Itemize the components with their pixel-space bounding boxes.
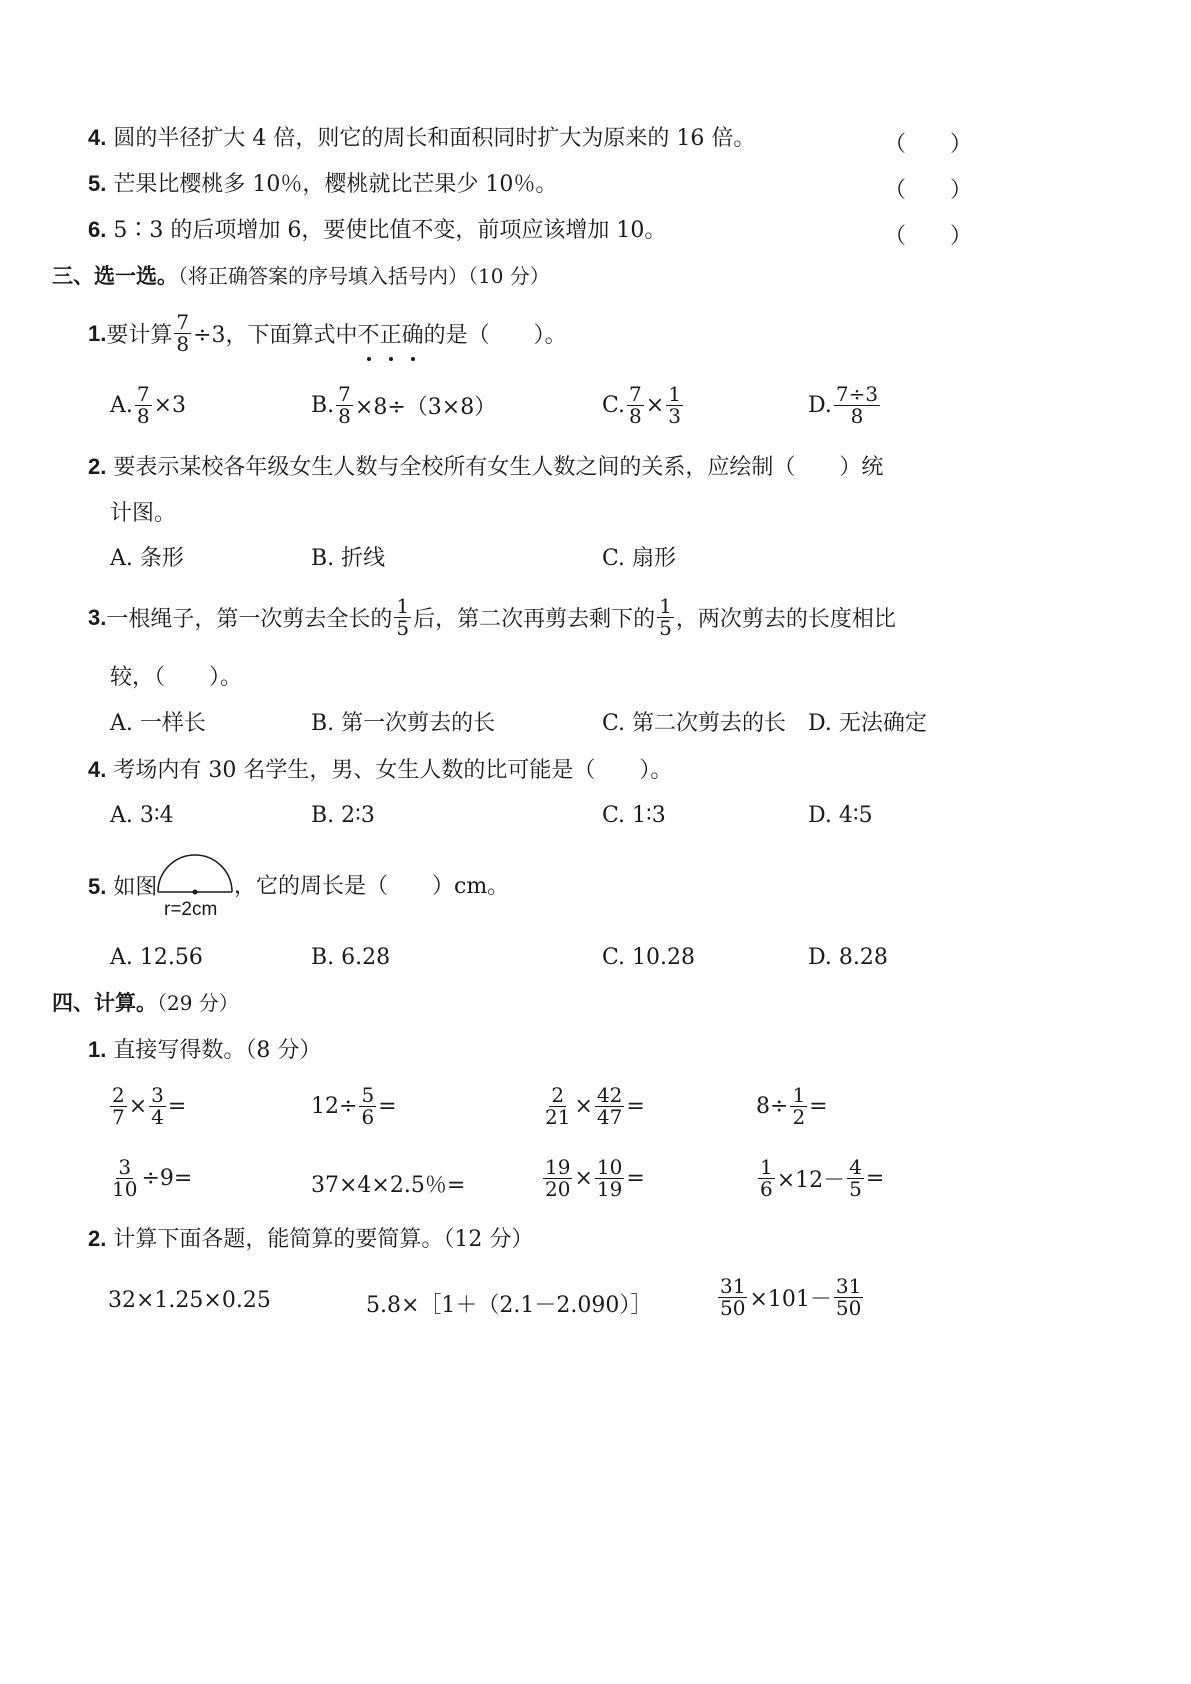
answer-blank[interactable]: （ ） [884, 132, 973, 157]
oral-calc-4: 8÷ $\frac{1}{2}$ = [756, 1083, 828, 1129]
choose-q3-cont: 较，（ ）。 [110, 665, 243, 690]
emphasis-dot-char: 正 [380, 318, 402, 349]
judge-item-5: 5. 芒果比樱桃多 10％，樱桃就比芒果少 10％。 [88, 171, 558, 197]
oral-calc-2: 12÷ $\frac{5}{6}$ = [311, 1083, 397, 1129]
judge-item-6: 6. 5∶3 的后项增加 6，要使比值不变，前项应该增加 10。 [88, 217, 667, 243]
fraction: $\frac{7}{8}$ [176, 310, 190, 356]
choose-q2-cont: 计图。 [110, 501, 177, 526]
option-d[interactable]: D. $\frac{7\div 3}{8}$ [808, 382, 879, 428]
semicircle-figure [156, 848, 234, 896]
choose-q3: 3. 一根绳子，第一次剪去全长的 $\frac{1}{5}$ 后，第二次再剪去剩下的 $\frac{1}{5}$ ，两次剪去的长度相比 [88, 594, 896, 640]
option-a[interactable]: A. 12.56 [110, 945, 203, 970]
option-c[interactable]: C. 扇形 [602, 546, 677, 571]
section-4-heading: 四、计算。（29 分） [52, 991, 239, 1015]
choose-q5-text: ，它的周长是（ ）cm。 [234, 874, 510, 899]
oral-calc-6: 37×4×2.5％= [311, 1173, 466, 1198]
option-a[interactable]: A. 3∶4 [110, 803, 174, 828]
section-3-heading: 三、选一选。（将正确答案的序号填入括号内）（10 分） [52, 264, 550, 288]
option-a[interactable]: A. 条形 [110, 546, 184, 571]
choose-q1: 1. 要计算 $\frac{7}{8}$ ÷3，下面算式中 不 正 确 的是（ ）。 [88, 310, 567, 356]
option-d[interactable]: D. 8.28 [808, 945, 888, 970]
choose-q4: 4. 考场内有 30 名学生，男、女生人数的比可能是（ ）。 [88, 757, 673, 783]
option-d[interactable]: D. 无法确定 [808, 711, 927, 736]
judge-item-4: 4. 圆的半径扩大 4 倍，则它的周长和面积同时扩大为原来的 16 倍。 [88, 125, 756, 151]
oral-calc-3: $\frac{2}{21}$ × $\frac{42}{47}$ = [545, 1083, 645, 1129]
answer-blank[interactable]: （ ） [884, 178, 973, 203]
oral-calc-1: $\frac{2}{7}$ × $\frac{3}{4}$ = [112, 1083, 187, 1129]
choose-q5: 5. 如图 [88, 874, 158, 900]
answer-blank[interactable]: （ ） [884, 224, 973, 249]
figure-radius-label: r=2cm [164, 899, 218, 920]
calc-expr-3: $\frac{31}{50}$ ×101－ $\frac{31}{50}$ [720, 1274, 862, 1320]
oral-calc-5: $\frac{3}{10}$ ÷9= [112, 1155, 193, 1201]
option-b[interactable]: B. 折线 [311, 546, 386, 571]
choose-q2: 2. 要表示某校各年级女生人数与全校所有女生人数之间的关系，应绘制（ ）统 [88, 454, 884, 480]
calc-part-1: 1. 直接写得数。（8 分） [88, 1037, 322, 1063]
emphasis-dot-char: 不 [358, 318, 380, 349]
option-c[interactable]: C. $\frac{7}{8}$ × $\frac{1}{3}$ [602, 382, 681, 428]
calc-expr-2: 5.8×［1＋（2.1－2.090）］ [366, 1293, 653, 1318]
judge-item-text: 芒果比樱桃多 10％，樱桃就比芒果少 10％。 [113, 172, 558, 197]
calc-expr-1: 32×1.25×0.25 [108, 1288, 271, 1313]
option-b[interactable]: B. 第一次剪去的长 [311, 711, 496, 736]
option-a[interactable]: A. $\frac{7}{8}$ ×3 [110, 382, 187, 428]
judge-item-text: 圆的半径扩大 4 倍，则它的周长和面积同时扩大为原来的 16 倍。 [113, 126, 756, 151]
option-b[interactable]: B. 6.28 [311, 945, 391, 970]
option-c[interactable]: C. 第二次剪去的长 [602, 711, 787, 736]
oral-calc-7: $\frac{19}{20}$ × $\frac{10}{19}$ = [545, 1155, 645, 1201]
option-a[interactable]: A. 一样长 [110, 711, 206, 736]
judge-item-text: 5∶3 的后项增加 6，要使比值不变，前项应该增加 10。 [113, 218, 667, 243]
option-c[interactable]: C. 1∶3 [602, 803, 666, 828]
option-b[interactable]: B. $\frac{7}{8}$ ×8÷（3×8） [311, 382, 497, 428]
oral-calc-8: $\frac{1}{6}$ ×12－ $\frac{4}{5}$ = [760, 1155, 885, 1201]
option-b[interactable]: B. 2∶3 [311, 803, 375, 828]
calc-part-2: 2. 计算下面各题，能简算的要简算。（12 分） [88, 1226, 534, 1252]
option-c[interactable]: C. 10.28 [602, 945, 696, 970]
option-d[interactable]: D. 4∶5 [808, 803, 873, 828]
emphasis-dot-char: 确 [402, 318, 424, 349]
